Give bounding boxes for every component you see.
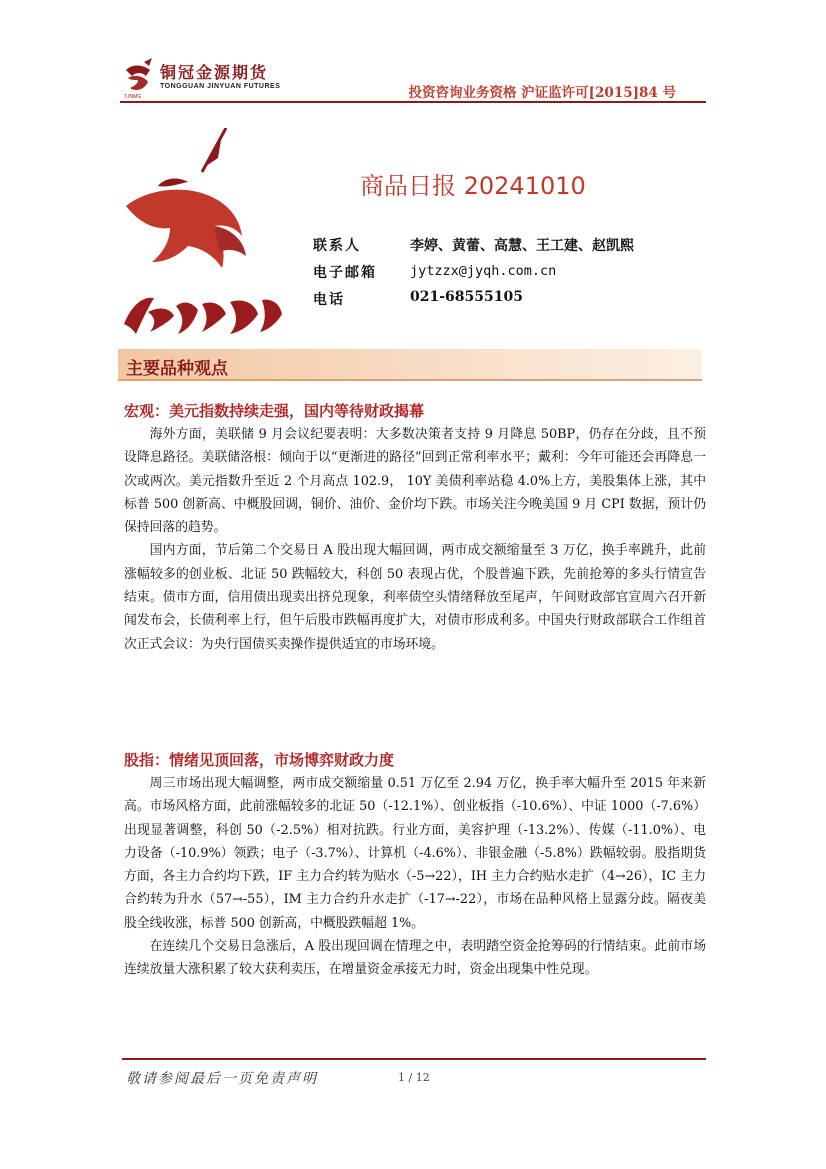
phone-label: 电话 [313, 292, 345, 308]
tongling-nonferrous-logo-icon [118, 128, 288, 346]
section-banner-title: 主要品种观点 [126, 359, 228, 379]
stock-index-heading: 股指：情绪见顶回落，市场博弈财政力度 [124, 751, 395, 769]
license-text: 投资咨询业务资格 沪证监许可[2015]84 号 [408, 85, 676, 101]
contact-person-value: 李婷、黄蕾、高慧、王工建、赵凯熙 [410, 238, 634, 254]
macro-paragraph-2: 国内方面，节后第二个交易日 A 股出现大幅回调，两市成交额缩量至 3 万亿，换手率跳升，此前涨幅较多的创业板、北证 50 跌幅较大，科创 50 表现占优，个股普遍下跌，先前抢筹的多头行情宣告结束。债市方面，信用债出现卖出挤兑现象，利率债空头情绪释放至尾声，午间财政部官宣周六召开新闻发布会，长债利率上行，但午后股市跌幅再度扩大，对债市形成利多。中国央行财政部联合工作组首次正式会议：为央行国债买卖操作提供适宜的市场环境。 [124, 543, 706, 652]
footer-divider [122, 1058, 706, 1060]
stock-index-paragraph-1: 周三市场出现大幅调整，两市成交额缩量 0.51 万亿至 2.94 万亿，换手率大幅升至 2015 年来新高。市场风格方面，此前涨幅较多的北证 50（-12.1%）、创业板指（-10.6%）、中证 1000（-7.6%）出现显著调整，科创 50（-2.5%）相对抗跌。行业方面，美容护理（-13.2%）、传媒（-11.0%）、电力设备（-10.9%）领跌；电子（-3.7%）、计算机（-4.6%）、非银金融（-5.8%）跌幅较弱。股指期货方面，各主力合约均下跌，IF 主力合约转为贴水（-5→22），IH 主力合约贴水走扩（4→26），IC 主力合约转为升水（57→-55），IM 主力合约升水走扩（-17→-22），市场在品种风格上显露分歧。隔夜美股全线收涨，标普 500 创新高，中概股跌幅超 1%。 [124, 776, 706, 931]
macro-body [124, 423, 706, 656]
report-title: 商品日报 20241010 [360, 172, 586, 200]
page-number: 1 / 12 [398, 1071, 430, 1084]
email-value[interactable]: jytzzx@jyqh.com.cn [410, 263, 557, 279]
macro-paragraph-1: 海外方面，美联储 9 月会议纪要表明：大多数决策者支持 9 月降息 50BP，仍存在分歧，且不预设降息路径。美联储洛根：倾向于以“更渐进的路径”回到正常利率水平；戴利：今年可能还会再降息一次或两次。美元指数升至近 2 个月高点 102.9， 10Y 美债利率站稳 4.0%上方，美股集体上涨，其中标普 500 创新高、中概股回调，铜价、油价、金价均下跌。市场关注今晚美国 9 月 CPI 数据，预计仍保持回落的趋势。 [124, 427, 706, 536]
stock-index-paragraph-2: 在连续几个交易日急涨后，A 股出现回调在情理之中，表明踏空资金抢筹码的行情结束。此前市场连续放量大涨积累了较大获利卖压，在增量资金承接无力时，资金出现集中性兑现。 [124, 939, 706, 978]
phone-value: 021-68555105 [410, 289, 523, 305]
header-divider [120, 101, 706, 103]
brand-abbr: TJNMG [124, 94, 142, 100]
brand-name-cn: 铜冠金源期货 [160, 63, 269, 82]
company-logo-icon [122, 56, 156, 96]
brand-name-en: TONGGUAN JINYUAN FUTURES [160, 83, 281, 90]
email-label: 电子邮箱 [313, 265, 377, 281]
footer-disclaimer: 敬请参阅最后一页免责声明 [126, 1071, 318, 1087]
contact-person-label: 联系人 [313, 238, 361, 254]
stock-index-body [124, 772, 706, 982]
macro-heading: 宏观：美元指数持续走强，国内等待财政揭幕 [124, 402, 425, 420]
